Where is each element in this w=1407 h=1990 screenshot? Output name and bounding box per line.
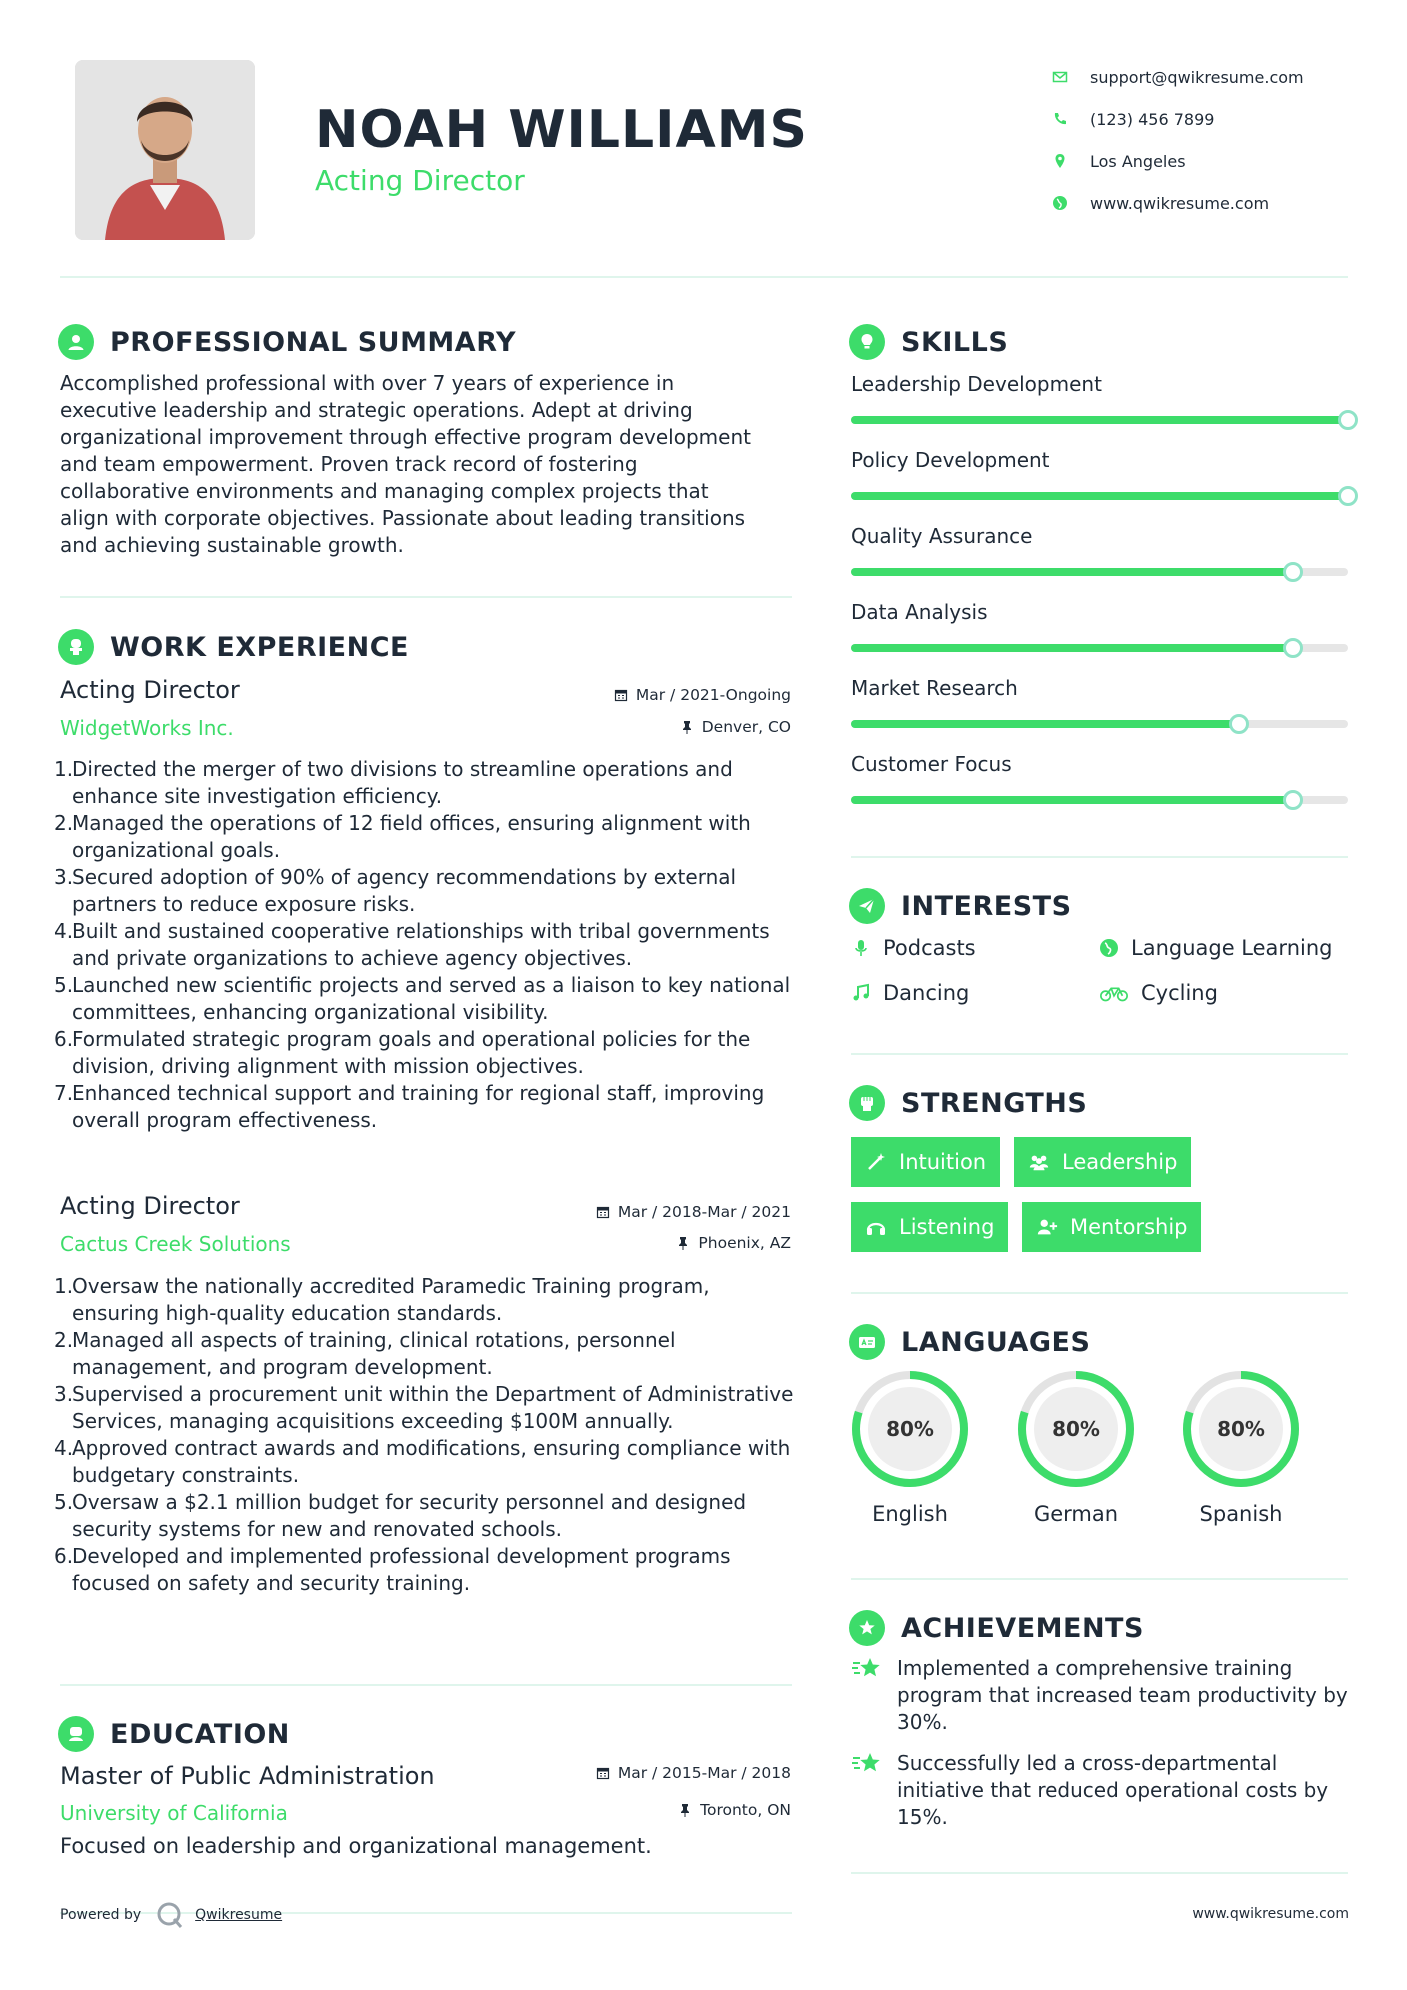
interests-title: INTERESTS xyxy=(901,890,1072,922)
skills-title: SKILLS xyxy=(901,326,1009,358)
pushpin-icon xyxy=(676,1236,690,1250)
list-item: 6. Formulated strategic program goals and operational policies for the division, driving alignment with mission objectives. xyxy=(54,1027,751,1078)
interest-label: Podcasts xyxy=(883,936,976,960)
education-description: Focused on leadership and organizational management. xyxy=(60,1834,652,1858)
candidate-title: Acting Director xyxy=(315,164,525,197)
skill-label: Leadership Development xyxy=(851,372,1102,396)
interest-label: Cycling xyxy=(1141,981,1218,1005)
job-1-bullets xyxy=(54,756,794,1134)
strengths-heading xyxy=(849,1085,1087,1121)
powered-by-text: Powered by xyxy=(60,1907,142,1923)
experience-title: WORK EXPERIENCE xyxy=(110,631,409,663)
skill-bar-track xyxy=(851,568,1348,576)
job-1-company: WidgetWorks Inc. xyxy=(60,716,234,740)
list-item: 4. Approved contract awards and modifications, ensuring compliance with budgetary constraints. xyxy=(54,1436,791,1487)
skill-bar-track xyxy=(851,492,1348,500)
star-badge-icon xyxy=(851,1750,883,1778)
envelope-icon xyxy=(1050,69,1090,85)
lightbulb-icon xyxy=(849,324,885,360)
experience-heading xyxy=(58,629,409,665)
language-percent: 80% xyxy=(1217,1417,1265,1441)
profile-photo xyxy=(75,60,255,240)
job-1-dates-text: Mar / 2021-Ongoing xyxy=(635,686,791,704)
skill-label: Market Research xyxy=(851,676,1018,700)
interest-label: Dancing xyxy=(883,981,970,1005)
skill-label: Quality Assurance xyxy=(851,524,1033,548)
strength-label: Leadership xyxy=(1062,1150,1178,1174)
achievement-text: Successfully led a cross-departmental initiative that reduced operational costs by 15%. xyxy=(897,1751,1329,1829)
skill-bar-track xyxy=(851,796,1348,804)
language-name: German xyxy=(1033,1502,1119,1526)
education-location-text: Toronto, ON xyxy=(700,1801,791,1819)
contact-website[interactable] xyxy=(1050,182,1350,224)
achievements-divider xyxy=(851,1872,1348,1874)
list-item: 1. Directed the merger of two divisions to streamline operations and enhance site investigation efficiency. xyxy=(54,757,733,808)
header-divider xyxy=(60,276,1348,278)
bicycle-icon xyxy=(1099,983,1129,1003)
list-item: 3. Supervised a procurement unit within the Department of Administrative Services, managing acquisitions exceeding $100M annually. xyxy=(54,1382,794,1433)
microphone-icon xyxy=(851,938,871,958)
interest-podcasts xyxy=(851,936,976,960)
strength-chip-intuition xyxy=(851,1137,1000,1187)
skill-bar-knob xyxy=(1283,638,1303,658)
strengths-divider xyxy=(851,1292,1348,1294)
interest-language-learning xyxy=(1099,936,1332,960)
list-item: 6. Developed and implemented professional development programs focused on safety and security training. xyxy=(54,1544,731,1595)
skill-bar-fill xyxy=(851,568,1293,576)
language-card-icon xyxy=(849,1324,885,1360)
interests-divider xyxy=(851,1053,1348,1055)
summary-heading xyxy=(58,324,516,360)
experience-divider xyxy=(60,1684,792,1686)
language-name: Spanish xyxy=(1199,1502,1283,1526)
list-item: 2. Managed the operations of 12 field offices, ensuring alignment with organizational goals. xyxy=(54,811,751,862)
contact-phone-text: (123) 456 7899 xyxy=(1090,109,1215,129)
language-percent: 80% xyxy=(886,1417,934,1441)
briefcase-icon xyxy=(58,629,94,665)
phone-icon xyxy=(1050,111,1090,127)
language-item xyxy=(849,1368,971,1526)
interests-heading xyxy=(849,888,1072,924)
job-2-company: Cactus Creek Solutions xyxy=(60,1232,291,1256)
calendar-icon xyxy=(596,1205,610,1219)
education-dates-text: Mar / 2015-Mar / 2018 xyxy=(617,1764,791,1782)
users-icon xyxy=(1028,1151,1050,1173)
contact-block xyxy=(1050,56,1350,224)
list-item: 5. Oversaw a $2.1 million budget for security personnel and designed security systems for new and renovated schools. xyxy=(54,1490,747,1541)
languages-title: LANGUAGES xyxy=(901,1326,1091,1358)
language-percent: 80% xyxy=(1052,1417,1100,1441)
interest-label: Language Learning xyxy=(1131,936,1333,960)
calendar-icon xyxy=(614,688,628,702)
skill-bar-knob xyxy=(1338,410,1358,430)
strength-chip-listening xyxy=(851,1202,1008,1252)
skill-bar-knob xyxy=(1283,790,1303,810)
skill-label: Policy Development xyxy=(851,448,1050,472)
skill-bar-track xyxy=(851,644,1348,652)
skill-bar-fill xyxy=(851,644,1293,652)
education-location xyxy=(551,1801,791,1819)
skills-divider xyxy=(851,856,1348,858)
strength-label: Intuition xyxy=(899,1150,987,1174)
skill-bar-knob xyxy=(1338,486,1358,506)
list-item: 2. Managed all aspects of training, clinical rotations, personnel management, and program development. xyxy=(54,1328,676,1379)
fist-icon xyxy=(849,1085,885,1121)
list-item: 3. Secured adoption of 90% of agency recommendations by external partners to reduce exposure risks. xyxy=(54,865,737,916)
globe-icon xyxy=(1099,938,1119,958)
skill-label: Customer Focus xyxy=(851,752,1012,776)
languages-heading xyxy=(849,1324,1090,1360)
job-2-dates xyxy=(551,1203,791,1221)
footer-website[interactable]: www.qwikresume.com xyxy=(1192,1906,1349,1922)
skill-bar-track xyxy=(851,720,1348,728)
education-school: University of California xyxy=(60,1801,288,1825)
contact-phone[interactable] xyxy=(1050,98,1350,140)
skill-bar-knob xyxy=(1283,562,1303,582)
summary-divider xyxy=(60,596,792,598)
footer-powered-by xyxy=(60,1900,282,1930)
interest-dancing xyxy=(851,981,969,1005)
pushpin-icon xyxy=(680,720,694,734)
map-pin-icon xyxy=(1050,153,1090,169)
qwikresume-link[interactable]: Qwikresume xyxy=(195,1907,283,1923)
contact-location xyxy=(1050,140,1350,182)
strength-chip-mentorship xyxy=(1022,1202,1201,1252)
job-1-dates xyxy=(551,686,791,704)
candidate-name: NOAH WILLIAMS xyxy=(315,100,808,160)
job-2-location-text: Phoenix, AZ xyxy=(698,1234,791,1252)
skill-bar-fill xyxy=(851,416,1348,424)
contact-email[interactable] xyxy=(1050,56,1350,98)
skill-bar-fill xyxy=(851,720,1239,728)
education-degree: Master of Public Administration xyxy=(60,1762,435,1790)
strength-label: Mentorship xyxy=(1070,1215,1188,1239)
headphones-icon xyxy=(865,1216,887,1238)
summary-title: PROFESSIONAL SUMMARY xyxy=(110,326,517,358)
star-badge-icon xyxy=(851,1655,883,1683)
education-dates xyxy=(551,1764,791,1782)
strength-label: Listening xyxy=(899,1215,995,1239)
language-item xyxy=(1180,1368,1302,1526)
list-item: 7. Enhanced technical support and training for regional staff, improving overall program effectiveness. xyxy=(54,1081,765,1132)
list-item: 4. Built and sustained cooperative relationships with tribal governments and private organizations to achieve agency objectives. xyxy=(54,919,770,970)
achievement-item xyxy=(851,1750,1351,1831)
contact-website-text: www.qwikresume.com xyxy=(1090,193,1270,213)
job-2-location xyxy=(551,1234,791,1252)
user-plus-icon xyxy=(1036,1216,1058,1238)
job-2-title: Acting Director xyxy=(60,1192,240,1220)
skill-bar-fill xyxy=(851,796,1293,804)
music-note-icon xyxy=(851,983,871,1003)
contact-location-text: Los Angeles xyxy=(1090,151,1186,171)
achievements-title: ACHIEVEMENTS xyxy=(901,1612,1144,1644)
job-1-title: Acting Director xyxy=(60,676,240,704)
magic-wand-icon xyxy=(865,1151,887,1173)
achievement-item xyxy=(851,1655,1351,1736)
list-item: 1. Oversaw the nationally accredited Paramedic Training program, ensuring high-quality education standards. xyxy=(54,1274,710,1325)
summary-text: Accomplished professional with over 7 years of experience in executive leadership and strategic operations. Adept at driving organizational improvement through effective program development and team empowerment. Proven track record of fostering collaborative environments and managing complex projects that align with corporate objectives. Passionate about leading transitions and achieving sustainable growth. xyxy=(60,371,751,557)
strength-chip-leadership xyxy=(1014,1137,1191,1187)
skill-label: Data Analysis xyxy=(851,600,988,624)
interest-cycling xyxy=(1099,981,1218,1005)
contact-email-text: support@qwikresume.com xyxy=(1090,67,1304,87)
list-item: 5. Launched new scientific projects and served as a liaison to key national committees, enhancing organizational visibility. xyxy=(54,973,791,1024)
graduation-icon xyxy=(58,1716,94,1752)
achievements-heading xyxy=(849,1610,1144,1646)
languages-divider xyxy=(851,1578,1348,1580)
globe-icon xyxy=(1050,195,1090,211)
strengths-title: STRENGTHS xyxy=(901,1087,1088,1119)
user-icon xyxy=(58,324,94,360)
skills-heading xyxy=(849,324,1008,360)
job-2-dates-text: Mar / 2018-Mar / 2021 xyxy=(617,1203,791,1221)
calendar-icon xyxy=(596,1766,610,1780)
trophy-icon xyxy=(849,1610,885,1646)
qwikresume-logo-icon xyxy=(155,1900,185,1930)
skill-bar-fill xyxy=(851,492,1348,500)
skill-bar-knob xyxy=(1229,714,1249,734)
education-heading xyxy=(58,1716,290,1752)
job-1-location xyxy=(551,718,791,736)
paper-plane-icon xyxy=(849,888,885,924)
achievement-text: Implemented a comprehensive training program that increased team productivity by 30%. xyxy=(897,1656,1348,1734)
skill-bar-track xyxy=(851,416,1348,424)
job-1-location-text: Denver, CO xyxy=(701,718,791,736)
language-item xyxy=(1015,1368,1137,1526)
job-2-bullets xyxy=(54,1273,794,1597)
language-name: English xyxy=(872,1502,948,1526)
pushpin-icon xyxy=(678,1803,692,1817)
education-title: EDUCATION xyxy=(110,1718,290,1750)
